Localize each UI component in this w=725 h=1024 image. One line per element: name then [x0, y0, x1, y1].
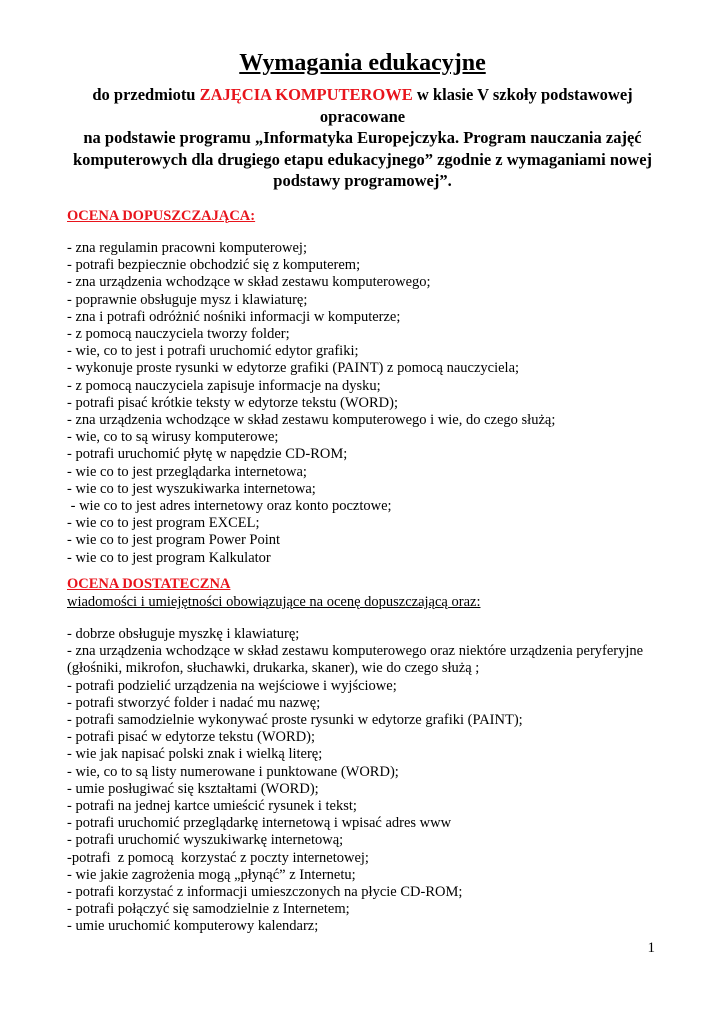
section-subheading-dostateczna: wiadomości i umiejętności obowiązujące na ocenę dopuszczającą oraz:: [67, 594, 481, 610]
list-item: - potrafi pisać w edytorze tekstu (WORD);: [67, 729, 316, 746]
list-item: - potrafi połączyć się samodzielnie z Internetem;: [67, 901, 350, 918]
subject-name: ZAJĘCIA KOMPUTEROWE: [199, 85, 413, 104]
list-item: - wykonuje proste rysunki w edytorze grafiki (PAINT) z pomocą nauczyciela;: [67, 360, 520, 377]
list-item: - wie, co to jest i potrafi uruchomić edytor grafiki;: [67, 343, 359, 360]
list-item: - wie co to jest program Power Point: [67, 532, 281, 549]
list-item: - wie co to jest program Kalkulator: [67, 549, 271, 566]
list-item: - potrafi bezpiecznie obchodzić się z komputerem;: [67, 257, 361, 274]
subtitle-suffix: w klasie V szkoły podstawowej: [412, 85, 633, 104]
list-item: - potrafi uruchomić płytę w napędzie CD-ROM;: [67, 446, 348, 463]
list-item: - wie, co to są listy numerowane i punktowane (WORD);: [67, 763, 399, 780]
subtitle-line-3: na podstawie programu „Informatyka Europejczyka. Program nauczania zajęć komputerowych dla drugiego etapu edukacyjnego” zgodnie z wymaganiami nowej podstawy programowej”.: [72, 128, 653, 190]
subtitle-line-2: opracowane: [319, 106, 406, 126]
page-number: 1: [647, 940, 655, 956]
list-item: - umie uruchomić komputerowy kalendarz;: [67, 918, 319, 935]
list-item: - poprawnie obsługuje mysz i klawiaturę;: [67, 291, 308, 308]
subtitle-line-1: [60, 84, 665, 106]
list-item: - wie jak napisać polski znak i wielką literę;: [67, 746, 323, 763]
list-item: - zna urządzenia wchodzące w skład zestawu komputerowego i wie, do czego służą;: [67, 412, 556, 429]
list-item: - potrafi samodzielnie wykonywać proste rysunki w edytorze grafiki (PAINT);: [67, 712, 523, 729]
document-title: Wymagania edukacyjne: [239, 50, 486, 76]
list-item: - wie co to jest adres internetowy oraz konto pocztowe;: [67, 498, 392, 515]
list-item: - potrafi pisać krótkie teksty w edytorze tekstu (WORD);: [67, 394, 398, 411]
list-item: - z pomocą nauczyciela tworzy folder;: [67, 326, 290, 343]
list-item: - potrafi stworzyć folder i nadać mu nazwę;: [67, 694, 321, 711]
subtitle-prefix: do przedmiotu: [92, 85, 200, 104]
list-item: - z pomocą nauczyciela zapisuje informacje na dysku;: [67, 377, 381, 394]
list-item: - zna i potrafi odróżnić nośniki informacji w komputerze;: [67, 308, 401, 325]
list-item: - potrafi na jednej kartce umieścić rysunek i tekst;: [67, 798, 357, 815]
list-item: -potrafi z pomocą korzystać z poczty internetowej;: [67, 849, 369, 866]
list-item: - zna regulamin pracowni komputerowej;: [67, 240, 307, 256]
requirements-list-dostateczna: [67, 626, 685, 936]
list-item: - potrafi uruchomić przeglądarkę internetową i wpisać adres www: [67, 815, 452, 832]
list-item: - wie jakie zagrożenia mogą „płynąć” z Internetu;: [67, 866, 356, 883]
list-item: - potrafi korzystać z informacji umieszczonych na płycie CD-ROM;: [67, 884, 463, 901]
list-item: - potrafi uruchomić wyszukiwarkę internetową;: [67, 832, 344, 849]
list-item: - zna urządzenia wchodzące w skład zestawu komputerowego;: [67, 274, 431, 291]
document-subtitle: [60, 84, 665, 192]
list-item: - wie co to jest przeglądarka internetowa;: [67, 463, 307, 480]
list-item: - wie co to jest program EXCEL;: [67, 515, 260, 532]
list-item: - umie posługiwać się kształtami (WORD);: [67, 780, 319, 797]
list-item: - wie co to jest wyszukiwarka internetowa;: [67, 480, 316, 497]
list-item: - potrafi podzielić urządzenia na wejściowe i wyjściowe;: [67, 677, 397, 694]
list-item: - wie, co to są wirusy komputerowe;: [67, 429, 279, 446]
section-heading-dopuszczajaca: OCENA DOPUSZCZAJĄCA:: [67, 208, 256, 224]
list-item: - dobrze obsługuje myszkę i klawiaturę;: [67, 626, 300, 642]
section-heading-dostateczna: OCENA DOSTATECZNA: [67, 576, 231, 592]
list-item: - zna urządzenia wchodzące w skład zestawu komputerowego oraz niektóre urządzenia peryferyjne (głośniki, mikrofon, słuchawki, drukarka, skaner), wie do czego służą ;: [67, 643, 644, 677]
requirements-list-dopuszczajaca: [67, 240, 685, 567]
